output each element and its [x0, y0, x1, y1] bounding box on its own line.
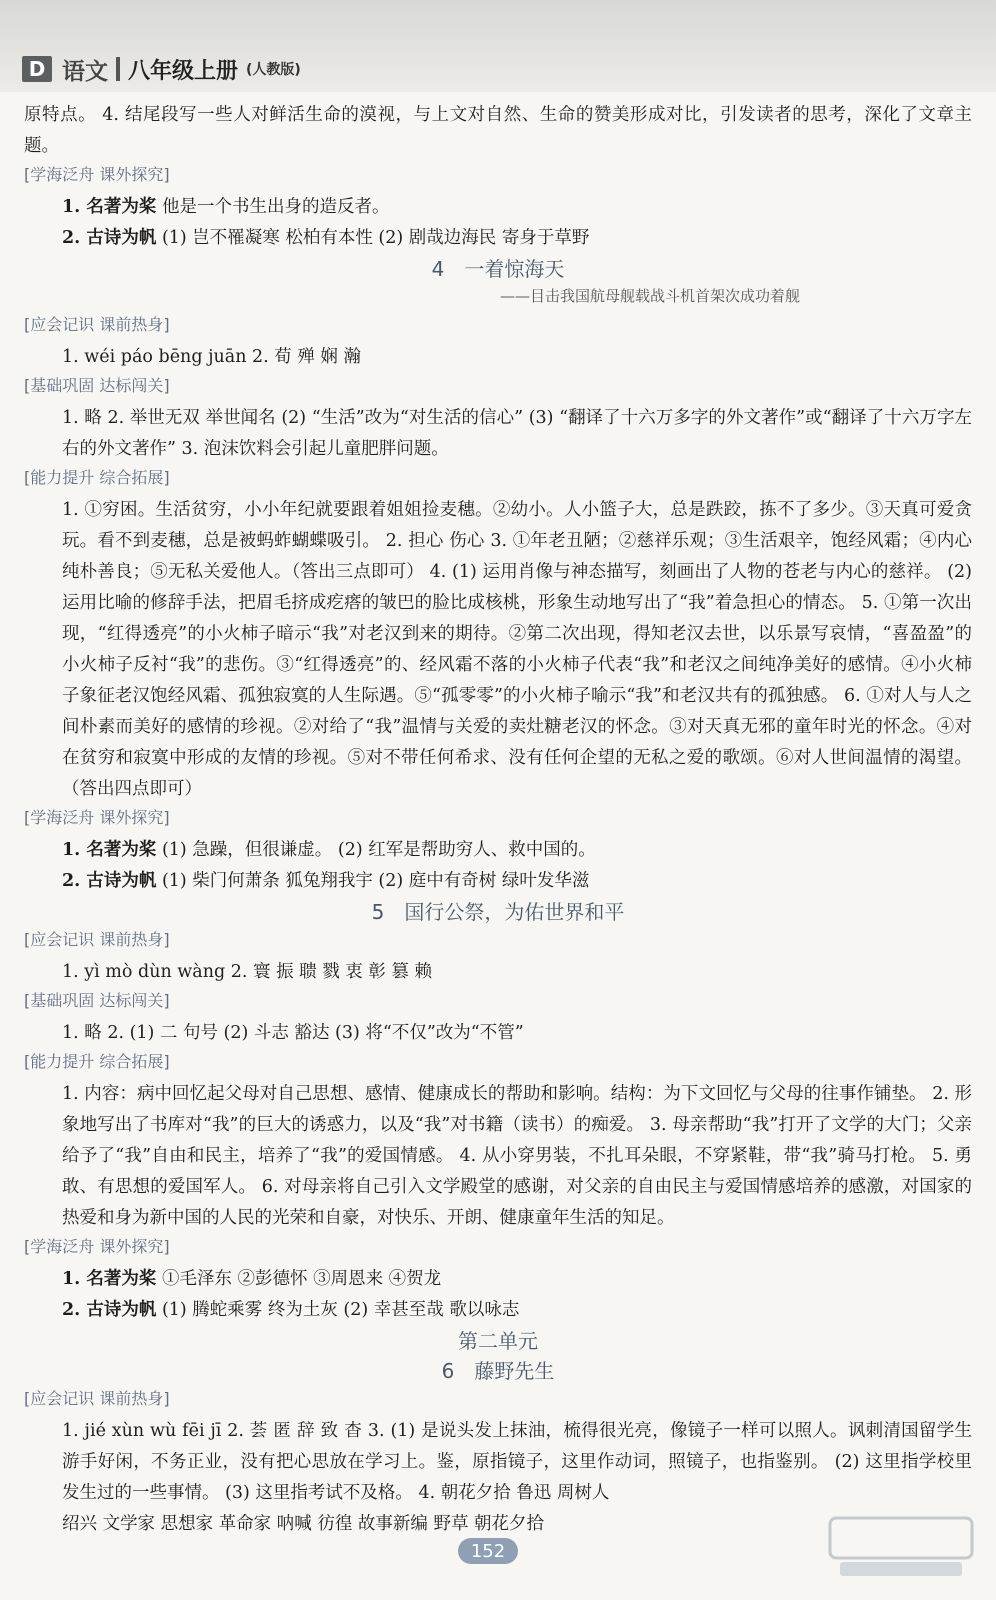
unit-title: 第二单元 — [458, 1329, 538, 1353]
answer-paragraph: 绍兴 文学家 思想家 革命家 呐喊 彷徨 故事新编 野草 朝花夕拾 — [62, 1514, 545, 1534]
item-text: (1) 岂不罹凝寒 松柏有本性 (2) 剧哉边海民 寄身于草野 — [161, 228, 590, 248]
item-text: ①毛泽东 ②彭德怀 ③周恩来 ④贺龙 — [161, 1269, 442, 1289]
volume-badge: D — [22, 56, 52, 82]
lesson-subtitle: ——目击我国航母舰载战斗机首架次成功着舰 — [499, 287, 800, 305]
watermark-logo-icon — [826, 1512, 976, 1582]
section-heading: [基础巩固 达标闯关] — [24, 376, 170, 395]
item-label: 2. 古诗为帆 — [62, 871, 157, 891]
item-label: 1. 名著为桨 — [62, 197, 157, 217]
item-text: (1) 急躁，但很谦虚。 (2) 红军是帮助穷人、救中国的。 — [161, 840, 596, 860]
grade-title: 八年级上册 — [128, 58, 239, 84]
section-heading: [学海泛舟 课外探究] — [24, 1237, 170, 1256]
answer-paragraph: 1. wéi páo bēng juān 2. 荀 殚 娴 瀚 — [62, 347, 361, 367]
answer-item — [24, 1295, 972, 1326]
subject-title: 语文 — [62, 58, 108, 85]
section-heading: [应会记识 课前热身] — [24, 315, 170, 334]
answer-item — [24, 1264, 972, 1295]
section-heading: [学海泛舟 课外探究] — [24, 808, 170, 827]
section-heading: [学海泛舟 课外探究] — [24, 165, 170, 184]
answer-item — [24, 866, 972, 897]
item-text: 他是一个书生出身的造反者。 — [161, 197, 390, 217]
item-label: 1. 名著为桨 — [62, 840, 157, 860]
answer-item — [24, 223, 972, 254]
item-label: 1. 名著为桨 — [62, 1269, 157, 1289]
header-divider — [116, 57, 120, 81]
item-label: 2. 古诗为帆 — [62, 228, 157, 248]
answer-item — [24, 835, 972, 866]
answer-paragraph: 1. 内容：病中回忆起父母对自己思想、感情、健康成长的帮助和影响。结构：为下文回忆与父母的往事作铺垫。 2. 形象地写出了书库对“我”的巨大的诱惑力，以及“我”对书籍（读书）的痴爱。 3. 母亲帮助“我”打开了文学的大门；父亲给予了“我”自由和民主，培养了“我”的爱国情感。 4. 从小穿男装，不扎耳朵眼，不穿紧鞋，带“我”骑马打枪。 5. 勇敢、有思想的爱国军人。 6. 对母亲将自己引入文学殿堂的感谢，对父亲的自由民主与爱国情感培养的感激，对国家的热爱和身为新中国的人民的光荣和自豪，对快乐、开朗、健康童年生活的知足。 — [62, 1084, 972, 1228]
item-label: 2. 古诗为帆 — [62, 1300, 157, 1320]
page-header — [0, 0, 996, 92]
lesson-title — [24, 897, 972, 927]
lesson-title — [24, 254, 972, 284]
lesson-number: 4 — [431, 257, 445, 281]
answer-paragraph: 1. jié xùn wù fēi jī 2. 荟 匿 辞 致 杳 3. (1) 是说头发上抹油，梳得很光亮，像镜子一样可以照人。讽刺清国留学生游手好闲，不务正业，没有把心思放在学习上。鉴，原指镜子，这里作动词，照镜子，也指鉴别。 (2) 这里指学校里发生过的一些事情。 (3) 这里指考试不及格。 4. 朝花夕拾 鲁迅 周树人 — [62, 1421, 972, 1503]
section-heading: [能力提升 综合拓展] — [24, 468, 170, 487]
section-heading: [基础巩固 达标闯关] — [24, 991, 170, 1010]
item-text: (1) 柴门何萧条 狐兔翔我宇 (2) 庭中有奇树 绿叶发华滋 — [161, 871, 590, 891]
answer-paragraph: 1. ①穷困。生活贫穷，小小年纪就要跟着姐姐捡麦穗。②幼小。人小篮子大，总是跌跤，拣不了多少。③天真可爱贪玩。看不到麦穗，总是被蚂蚱蝴蝶吸引。 2. 担心 伤心 3. ①年老丑陋；②慈祥乐观；③生活艰辛，饱经风霜；④内心纯朴善良；⑤无私关爱他人。（答出三点即可） 4. (1) 运用肖像与神态描写，刻画出了人物的苍老与内心的慈祥。 (2) 运用比喻的修辞手法，把眉毛挤成疙瘩的皱巴的脸比成核桃，形象生动地写出了“我”着急担心的情态。 5. ①第一次出现，“红得透亮”的小火柿子暗示“我”对老汉到来的期待。②第二次出现，得知老汉去世，以乐景写哀情，“喜盈盈”的小火柿子反衬“我”的悲伤。③“红得透亮”的、经风霜不落的小火柿子代表“我”和老汉之间纯净美好的感情。④小火柿子象征老汉饱经风霜、孤独寂寞的人生际遇。⑤“孤零零”的小火柿子喻示“我”和老汉共有的孤独感。 6. ①对人与人之间朴素而美好的感情的珍视。②对给了“我”温情与关爱的卖灶糖老汉的怀念。③对天真无邪的童年时光的怀念。④对在贫穷和寂寞中形成的友情的珍视。⑤对不带任何希求、没有任何企望的无私之爱的歌颂。⑥对人世间温情的渴望。（答出四点即可） — [62, 500, 972, 799]
lesson-name: 一着惊海天 — [464, 257, 565, 281]
answer-item — [24, 192, 972, 223]
item-text: (1) 腾蛇乘雾 终为土灰 (2) 幸甚至哉 歌以咏志 — [161, 1300, 520, 1320]
answer-paragraph: 原特点。 4. 结尾段写一些人对鲜活生命的漠视，与上文对自然、生命的赞美形成对比，引发读者的思考，深化了文章主题。 — [24, 105, 972, 156]
header-bar — [22, 54, 301, 84]
lesson-number: 5 — [371, 900, 385, 924]
section-heading: [能力提升 综合拓展] — [24, 1052, 170, 1071]
section-heading: [应会记识 课前热身] — [24, 1389, 170, 1408]
page-number: 152 — [458, 1538, 518, 1564]
section-heading: [应会记识 课前热身] — [24, 930, 170, 949]
lesson-name: 藤野先生 — [474, 1359, 555, 1383]
edition-label: (人教版) — [246, 62, 301, 78]
lesson-title — [24, 1356, 972, 1386]
answer-paragraph: 1. yì mò dùn wàng 2. 寰 振 聩 戮 衷 彰 篡 赖 — [62, 962, 432, 982]
lesson-name: 国行公祭，为佑世界和平 — [404, 900, 625, 924]
answer-paragraph: 1. 略 2. 举世无双 举世闻名 (2) “生活”改为“对生活的信心” (3) “翻译了十六万多字的外文著作”或“翻译了十六万字左右的外文著作” 3. 泡沫饮料会引起儿童肥胖问题。 — [62, 408, 972, 459]
answer-content — [24, 100, 972, 1540]
answer-paragraph: 1. 略 2. (1) 二 句号 (2) 斗志 豁达 (3) 将“不仅”改为“不管” — [62, 1023, 524, 1043]
lesson-number: 6 — [441, 1359, 455, 1383]
